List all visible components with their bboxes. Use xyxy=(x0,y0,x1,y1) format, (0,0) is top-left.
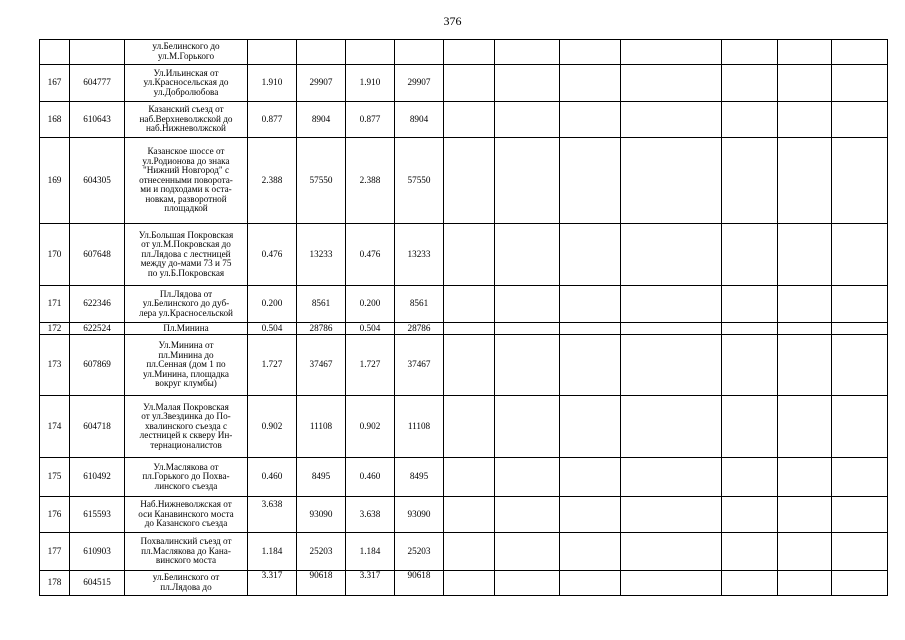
empty-cell xyxy=(778,286,832,323)
empty-cell xyxy=(495,335,560,396)
length-cell: 3.317 xyxy=(248,571,297,596)
road-name-cell: ул.Белинского до ул.М.Горького xyxy=(125,40,248,65)
empty-cell xyxy=(722,40,778,65)
area-total-cell: 93090 xyxy=(395,497,444,533)
length-cell: 0.504 xyxy=(248,323,297,335)
road-code-cell: 615593 xyxy=(70,497,125,533)
empty-cell xyxy=(722,323,778,335)
empty-cell xyxy=(444,396,495,458)
empty-cell xyxy=(621,497,722,533)
empty-cell xyxy=(778,323,832,335)
area-cell xyxy=(297,40,346,65)
area-cell: 13233 xyxy=(297,224,346,286)
row-number-cell: 171 xyxy=(40,286,70,323)
length-cell: 0.902 xyxy=(248,396,297,458)
empty-cell xyxy=(621,40,722,65)
area-cell: 93090 xyxy=(297,497,346,533)
length-total-cell xyxy=(346,40,395,65)
length-total-cell: 0.877 xyxy=(346,102,395,138)
road-code-cell: 607869 xyxy=(70,335,125,396)
road-name-cell: Ул.Минина от пл.Минина до пл.Сенная (дом 1 по ул.Минина, площадка вокруг клумбы) xyxy=(125,335,248,396)
empty-cell xyxy=(832,138,888,224)
road-code-cell: 607648 xyxy=(70,224,125,286)
empty-cell xyxy=(495,102,560,138)
empty-cell xyxy=(832,224,888,286)
length-total-cell: 3.317 xyxy=(346,571,395,596)
road-name-cell: Пл.Лядова от ул.Белинского до дуб- лера ул.Красносельской xyxy=(125,286,248,323)
area-total-cell: 28786 xyxy=(395,323,444,335)
empty-cell xyxy=(444,497,495,533)
empty-cell xyxy=(444,458,495,497)
empty-cell xyxy=(832,40,888,65)
road-code-cell: 622346 xyxy=(70,286,125,323)
empty-cell xyxy=(560,335,621,396)
empty-cell xyxy=(722,335,778,396)
empty-cell xyxy=(832,335,888,396)
empty-cell xyxy=(778,138,832,224)
length-total-cell: 1.910 xyxy=(346,65,395,102)
empty-cell xyxy=(722,138,778,224)
road-name-cell: Ул.Малая Покровская от ул.Звездинка до По- хвалинского съезда с лестницей к скверу Ин- тернационалистов xyxy=(125,396,248,458)
empty-cell xyxy=(444,286,495,323)
empty-cell xyxy=(621,335,722,396)
empty-cell xyxy=(621,533,722,571)
empty-cell xyxy=(778,497,832,533)
table-row xyxy=(40,458,888,497)
empty-cell xyxy=(722,458,778,497)
area-total-cell: 37467 xyxy=(395,335,444,396)
area-total-cell: 13233 xyxy=(395,224,444,286)
empty-cell xyxy=(778,224,832,286)
empty-cell xyxy=(621,286,722,323)
empty-cell xyxy=(778,571,832,596)
empty-cell xyxy=(444,571,495,596)
area-total-cell: 8904 xyxy=(395,102,444,138)
empty-cell xyxy=(495,323,560,335)
row-number-cell: 167 xyxy=(40,65,70,102)
length-cell: 0.476 xyxy=(248,224,297,286)
empty-cell xyxy=(560,497,621,533)
table-row xyxy=(40,571,888,596)
empty-cell xyxy=(495,458,560,497)
empty-cell xyxy=(722,497,778,533)
road-code-cell: 610903 xyxy=(70,533,125,571)
empty-cell xyxy=(832,65,888,102)
empty-cell xyxy=(778,40,832,65)
empty-cell xyxy=(778,396,832,458)
empty-cell xyxy=(722,224,778,286)
empty-cell xyxy=(560,102,621,138)
empty-cell xyxy=(495,286,560,323)
empty-cell xyxy=(832,533,888,571)
area-cell: 11108 xyxy=(297,396,346,458)
length-cell: 1.184 xyxy=(248,533,297,571)
length-total-cell: 0.902 xyxy=(346,396,395,458)
empty-cell xyxy=(444,65,495,102)
empty-cell xyxy=(832,396,888,458)
empty-cell xyxy=(495,65,560,102)
empty-cell xyxy=(778,533,832,571)
empty-cell xyxy=(832,497,888,533)
empty-cell xyxy=(560,533,621,571)
table-row xyxy=(40,65,888,102)
empty-cell xyxy=(832,286,888,323)
road-name-cell: Похвалинский съезд от пл.Маслякова до Кана- винского моста xyxy=(125,533,248,571)
road-name-cell: Пл.Минина xyxy=(125,323,248,335)
road-code-cell: 604718 xyxy=(70,396,125,458)
empty-cell xyxy=(495,571,560,596)
empty-cell xyxy=(495,40,560,65)
row-number-cell: 178 xyxy=(40,571,70,596)
length-cell: 3.638 xyxy=(248,497,297,533)
empty-cell xyxy=(495,533,560,571)
empty-cell xyxy=(832,458,888,497)
area-cell: 8904 xyxy=(297,102,346,138)
table-row xyxy=(40,224,888,286)
road-code-cell: 622524 xyxy=(70,323,125,335)
area-cell: 29907 xyxy=(297,65,346,102)
empty-cell xyxy=(444,323,495,335)
roads-table xyxy=(39,39,888,596)
empty-cell xyxy=(560,458,621,497)
area-total-cell: 57550 xyxy=(395,138,444,224)
row-number-cell: 174 xyxy=(40,396,70,458)
length-cell: 0.877 xyxy=(248,102,297,138)
empty-cell xyxy=(621,138,722,224)
length-total-cell: 0.504 xyxy=(346,323,395,335)
road-name-cell: Ул.Большая Покровская от ул.М.Покровская до пл.Лядова с лестницей между до-мами 73 и 75 по ул.Б.Покровская xyxy=(125,224,248,286)
road-code-cell: 604515 xyxy=(70,571,125,596)
empty-cell xyxy=(444,102,495,138)
row-number-cell: 172 xyxy=(40,323,70,335)
table-row xyxy=(40,497,888,533)
area-total-cell: 8495 xyxy=(395,458,444,497)
table-row xyxy=(40,138,888,224)
row-number-cell: 177 xyxy=(40,533,70,571)
empty-cell xyxy=(722,65,778,102)
road-code-cell xyxy=(70,40,125,65)
empty-cell xyxy=(560,40,621,65)
area-cell: 8561 xyxy=(297,286,346,323)
road-name-cell: Ул.Ильинская от ул.Красносельская до ул.Добролюбова xyxy=(125,65,248,102)
road-name-cell: Казанское шоссе от ул.Родионова до знака "Нижний Новгород" с отнесенными поворота- ми и подходами к оста- новкам, разворотной площадкой xyxy=(125,138,248,224)
empty-cell xyxy=(560,138,621,224)
table-row xyxy=(40,335,888,396)
row-number-cell: 170 xyxy=(40,224,70,286)
empty-cell xyxy=(832,571,888,596)
length-total-cell: 2.388 xyxy=(346,138,395,224)
area-total-cell: 8561 xyxy=(395,286,444,323)
row-number-cell: 176 xyxy=(40,497,70,533)
table-row xyxy=(40,286,888,323)
row-number-cell: 169 xyxy=(40,138,70,224)
empty-cell xyxy=(560,286,621,323)
length-cell: 1.910 xyxy=(248,65,297,102)
length-total-cell: 1.727 xyxy=(346,335,395,396)
length-cell: 2.388 xyxy=(248,138,297,224)
empty-cell xyxy=(621,323,722,335)
area-total-cell: 90618 xyxy=(395,571,444,596)
empty-cell xyxy=(560,224,621,286)
table-row xyxy=(40,323,888,335)
empty-cell xyxy=(778,65,832,102)
empty-cell xyxy=(778,102,832,138)
road-name-cell: Ул.Маслякова от пл.Горького до Похва- линского съезда xyxy=(125,458,248,497)
length-cell: 0.200 xyxy=(248,286,297,323)
empty-cell xyxy=(621,458,722,497)
table-row xyxy=(40,396,888,458)
empty-cell xyxy=(560,65,621,102)
length-total-cell: 0.460 xyxy=(346,458,395,497)
empty-cell xyxy=(495,396,560,458)
row-number-cell: 175 xyxy=(40,458,70,497)
area-total-cell xyxy=(395,40,444,65)
area-cell: 28786 xyxy=(297,323,346,335)
road-code-cell: 604305 xyxy=(70,138,125,224)
empty-cell xyxy=(495,497,560,533)
empty-cell xyxy=(722,396,778,458)
area-total-cell: 29907 xyxy=(395,65,444,102)
empty-cell xyxy=(621,102,722,138)
length-total-cell: 1.184 xyxy=(346,533,395,571)
area-total-cell: 25203 xyxy=(395,533,444,571)
length-cell: 0.460 xyxy=(248,458,297,497)
empty-cell xyxy=(444,224,495,286)
area-total-cell: 11108 xyxy=(395,396,444,458)
empty-cell xyxy=(778,458,832,497)
area-cell: 37467 xyxy=(297,335,346,396)
area-cell: 25203 xyxy=(297,533,346,571)
empty-cell xyxy=(495,224,560,286)
length-total-cell: 0.200 xyxy=(346,286,395,323)
empty-cell xyxy=(778,335,832,396)
empty-cell xyxy=(621,224,722,286)
length-total-cell: 0.476 xyxy=(346,224,395,286)
row-number-cell: 173 xyxy=(40,335,70,396)
row-number-cell: 168 xyxy=(40,102,70,138)
table-row xyxy=(40,533,888,571)
empty-cell xyxy=(832,323,888,335)
road-name-cell: Наб.Нижневолжская от оси Канавинского моста до Казанского съезда xyxy=(125,497,248,533)
empty-cell xyxy=(444,40,495,65)
empty-cell xyxy=(560,396,621,458)
empty-cell xyxy=(621,396,722,458)
length-cell: 1.727 xyxy=(248,335,297,396)
road-code-cell: 610643 xyxy=(70,102,125,138)
empty-cell xyxy=(722,533,778,571)
page-number: 376 xyxy=(443,14,462,28)
empty-cell xyxy=(495,138,560,224)
empty-cell xyxy=(444,533,495,571)
road-name-cell: Казанский съезд от наб.Верхневолжской до наб.Нижневолжской xyxy=(125,102,248,138)
empty-cell xyxy=(444,138,495,224)
length-total-cell: 3.638 xyxy=(346,497,395,533)
area-cell: 8495 xyxy=(297,458,346,497)
row-number-cell xyxy=(40,40,70,65)
road-name-cell: ул.Белинского от пл.Лядова до xyxy=(125,571,248,596)
empty-cell xyxy=(560,323,621,335)
length-cell xyxy=(248,40,297,65)
area-cell: 90618 xyxy=(297,571,346,596)
table-row xyxy=(40,102,888,138)
road-code-cell: 604777 xyxy=(70,65,125,102)
empty-cell xyxy=(621,571,722,596)
road-code-cell: 610492 xyxy=(70,458,125,497)
empty-cell xyxy=(722,286,778,323)
area-cell: 57550 xyxy=(297,138,346,224)
empty-cell xyxy=(722,102,778,138)
empty-cell xyxy=(621,65,722,102)
empty-cell xyxy=(560,571,621,596)
empty-cell xyxy=(722,571,778,596)
table-row xyxy=(40,40,888,65)
empty-cell xyxy=(444,335,495,396)
empty-cell xyxy=(832,102,888,138)
